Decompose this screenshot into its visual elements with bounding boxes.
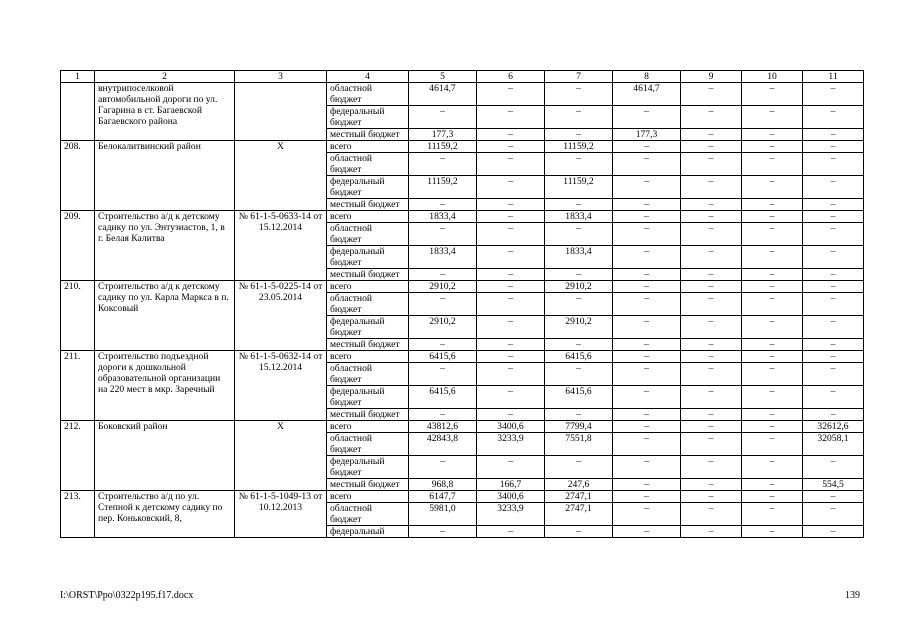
amount-cell: – xyxy=(613,281,681,293)
funding-source: федеральный бюджет xyxy=(327,386,409,409)
amount-cell: – xyxy=(477,199,545,211)
funding-source: всего xyxy=(327,281,409,293)
amount-cell: – xyxy=(742,83,803,106)
amount-cell: – xyxy=(803,339,864,351)
amount-cell: – xyxy=(803,409,864,421)
amount-cell: – xyxy=(409,339,477,351)
amount-cell: – xyxy=(803,269,864,281)
amount-cell: – xyxy=(681,129,742,141)
amount-cell: – xyxy=(681,269,742,281)
column-header-1: 1 xyxy=(61,71,95,83)
funding-source: областной бюджет xyxy=(327,433,409,456)
amount-cell: 32058,1 xyxy=(803,433,864,456)
column-header-7: 7 xyxy=(545,71,613,83)
amount-cell: 3233,9 xyxy=(477,433,545,456)
amount-cell: 3400,6 xyxy=(477,421,545,433)
amount-cell: – xyxy=(409,363,477,386)
amount-cell: 11159,2 xyxy=(409,141,477,153)
amount-cell: – xyxy=(477,526,545,538)
amount-cell: – xyxy=(742,503,803,526)
amount-cell: 42843,8 xyxy=(409,433,477,456)
amount-cell: 2910,2 xyxy=(409,281,477,293)
amount-cell: – xyxy=(545,409,613,421)
table-row xyxy=(61,491,864,503)
amount-cell: – xyxy=(742,223,803,246)
amount-cell: – xyxy=(803,199,864,211)
amount-cell: – xyxy=(477,141,545,153)
amount-cell: – xyxy=(477,269,545,281)
amount-cell: – xyxy=(803,83,864,106)
row-number: 213. xyxy=(61,491,95,538)
table-row xyxy=(61,211,864,223)
amount-cell: – xyxy=(477,386,545,409)
decree-number: № 61-1-5-0633-14 от 15.12.2014 xyxy=(235,211,327,281)
amount-cell: – xyxy=(681,223,742,246)
column-header-5: 5 xyxy=(409,71,477,83)
amount-cell: – xyxy=(545,223,613,246)
decree-number: № 61-1-5-1049-13 от 10.12.2013 xyxy=(235,491,327,538)
amount-cell: – xyxy=(613,269,681,281)
amount-cell: – xyxy=(742,176,803,199)
amount-cell: – xyxy=(477,83,545,106)
amount-cell: – xyxy=(409,526,477,538)
funding-source: местный бюджет xyxy=(327,129,409,141)
amount-cell: – xyxy=(613,339,681,351)
amount-cell: 7799,4 xyxy=(545,421,613,433)
amount-cell: – xyxy=(477,246,545,269)
row-number xyxy=(61,83,95,141)
funding-source: местный бюджет xyxy=(327,409,409,421)
amount-cell: – xyxy=(409,223,477,246)
amount-cell: 6415,6 xyxy=(545,386,613,409)
amount-cell: – xyxy=(742,129,803,141)
amount-cell: – xyxy=(742,409,803,421)
amount-cell: – xyxy=(477,211,545,223)
table-row xyxy=(61,141,864,153)
amount-cell: – xyxy=(681,281,742,293)
amount-cell: – xyxy=(545,526,613,538)
amount-cell: – xyxy=(545,363,613,386)
amount-cell: – xyxy=(477,176,545,199)
amount-cell: – xyxy=(545,339,613,351)
row-number: 212. xyxy=(61,421,95,491)
amount-cell: – xyxy=(613,526,681,538)
amount-cell: – xyxy=(681,456,742,479)
funding-source: областной бюджет xyxy=(327,83,409,106)
amount-cell: – xyxy=(681,176,742,199)
amount-cell: – xyxy=(742,479,803,491)
amount-cell: – xyxy=(803,176,864,199)
amount-cell: 7551,8 xyxy=(545,433,613,456)
amount-cell: – xyxy=(742,106,803,129)
amount-cell: – xyxy=(803,503,864,526)
amount-cell: – xyxy=(613,479,681,491)
amount-cell: – xyxy=(681,199,742,211)
column-header-8: 8 xyxy=(613,71,681,83)
amount-cell: – xyxy=(742,386,803,409)
amount-cell: – xyxy=(681,316,742,339)
amount-cell: – xyxy=(409,153,477,176)
decree-number: X xyxy=(235,421,327,491)
amount-cell: – xyxy=(613,141,681,153)
column-header-11: 11 xyxy=(803,71,864,83)
amount-cell: – xyxy=(681,293,742,316)
amount-cell: – xyxy=(477,351,545,363)
column-number-header xyxy=(61,71,864,83)
funding-source: областной бюджет xyxy=(327,153,409,176)
amount-cell: – xyxy=(477,339,545,351)
amount-cell: – xyxy=(803,141,864,153)
amount-cell: – xyxy=(681,153,742,176)
table-row xyxy=(61,421,864,433)
amount-cell: – xyxy=(477,316,545,339)
object-name: Строительство а/д к детскому садику по ул. Энтузиастов, 1, в г. Белая Калитва xyxy=(95,211,235,281)
budget-table xyxy=(60,70,864,538)
amount-cell: 6415,6 xyxy=(545,351,613,363)
amount-cell: – xyxy=(613,176,681,199)
column-header-9: 9 xyxy=(681,71,742,83)
row-number: 211. xyxy=(61,351,95,421)
funding-source: федеральный бюджет xyxy=(327,106,409,129)
amount-cell: – xyxy=(742,339,803,351)
amount-cell: – xyxy=(477,293,545,316)
amount-cell: 166,7 xyxy=(477,479,545,491)
amount-cell: – xyxy=(803,106,864,129)
funding-source: всего xyxy=(327,141,409,153)
amount-cell: – xyxy=(545,269,613,281)
amount-cell: – xyxy=(742,281,803,293)
amount-cell: – xyxy=(742,293,803,316)
amount-cell: 4614,7 xyxy=(409,83,477,106)
amount-cell: – xyxy=(742,491,803,503)
amount-cell: – xyxy=(742,141,803,153)
amount-cell: 968,8 xyxy=(409,479,477,491)
amount-cell: – xyxy=(613,421,681,433)
amount-cell: – xyxy=(681,433,742,456)
amount-cell: 6415,6 xyxy=(409,351,477,363)
amount-cell: – xyxy=(742,526,803,538)
amount-cell: – xyxy=(477,106,545,129)
amount-cell: – xyxy=(681,339,742,351)
amount-cell: 1833,4 xyxy=(545,246,613,269)
funding-source: всего xyxy=(327,211,409,223)
amount-cell: 6415,6 xyxy=(409,386,477,409)
amount-cell: 2910,2 xyxy=(409,316,477,339)
decree-number xyxy=(235,83,327,141)
amount-cell: – xyxy=(613,433,681,456)
amount-cell: – xyxy=(613,503,681,526)
amount-cell: – xyxy=(613,363,681,386)
table-row xyxy=(61,83,864,106)
amount-cell: 2747,1 xyxy=(545,503,613,526)
amount-cell: – xyxy=(803,316,864,339)
amount-cell: – xyxy=(681,141,742,153)
amount-cell: – xyxy=(613,491,681,503)
amount-cell: 2910,2 xyxy=(545,281,613,293)
amount-cell: – xyxy=(681,491,742,503)
amount-cell: 2747,1 xyxy=(545,491,613,503)
amount-cell: 177,3 xyxy=(409,129,477,141)
amount-cell: – xyxy=(613,409,681,421)
decree-number: № 61-1-5-0632-14 от 15.12.2014 xyxy=(235,351,327,421)
amount-cell: – xyxy=(409,106,477,129)
amount-cell: 43812,6 xyxy=(409,421,477,433)
amount-cell: – xyxy=(477,409,545,421)
amount-cell: – xyxy=(742,211,803,223)
amount-cell: – xyxy=(477,223,545,246)
amount-cell: – xyxy=(545,129,613,141)
funding-source: областной бюджет xyxy=(327,293,409,316)
object-name: внутрипоселковой автомобильной дороги по ул. Гагарина в ст. Багаевской Багаевского района xyxy=(95,83,235,141)
funding-source: всего xyxy=(327,351,409,363)
footer-file-path: I:\ORST\Ppo\0322p195.f17.docx xyxy=(60,590,194,601)
amount-cell: 5981,0 xyxy=(409,503,477,526)
amount-cell: – xyxy=(409,269,477,281)
amount-cell: – xyxy=(477,281,545,293)
amount-cell: 1833,4 xyxy=(409,246,477,269)
funding-source: федеральный бюджет xyxy=(327,176,409,199)
amount-cell: – xyxy=(803,211,864,223)
amount-cell: – xyxy=(742,316,803,339)
amount-cell: – xyxy=(803,293,864,316)
amount-cell: – xyxy=(681,526,742,538)
amount-cell: – xyxy=(613,293,681,316)
amount-cell: – xyxy=(742,199,803,211)
funding-source: всего xyxy=(327,421,409,433)
amount-cell: – xyxy=(803,351,864,363)
amount-cell: 11159,2 xyxy=(409,176,477,199)
amount-cell: – xyxy=(477,153,545,176)
funding-source: федеральный бюджет xyxy=(327,316,409,339)
decree-number: № 61-1-5-0225-14 от 23.05.2014 xyxy=(235,281,327,351)
amount-cell: – xyxy=(742,433,803,456)
amount-cell: – xyxy=(681,246,742,269)
funding-source: областной бюджет xyxy=(327,223,409,246)
object-name: Строительство подъездной дороги к дошкольной образовательной организации на 220 мест в мкр. Заречный xyxy=(95,351,235,421)
amount-cell: – xyxy=(681,106,742,129)
amount-cell: – xyxy=(742,269,803,281)
funding-source: федеральный xyxy=(327,526,409,538)
amount-cell: – xyxy=(742,246,803,269)
amount-cell: – xyxy=(613,199,681,211)
amount-cell: 11159,2 xyxy=(545,176,613,199)
amount-cell: – xyxy=(681,363,742,386)
amount-cell: – xyxy=(803,153,864,176)
page-number: 139 xyxy=(845,590,860,601)
amount-cell: – xyxy=(681,351,742,363)
funding-source: местный бюджет xyxy=(327,339,409,351)
amount-cell: – xyxy=(803,223,864,246)
amount-cell: – xyxy=(803,386,864,409)
amount-cell: – xyxy=(477,129,545,141)
amount-cell: – xyxy=(477,456,545,479)
amount-cell: – xyxy=(613,351,681,363)
amount-cell: – xyxy=(545,293,613,316)
amount-cell: – xyxy=(803,246,864,269)
amount-cell: – xyxy=(681,386,742,409)
funding-source: областной бюджет xyxy=(327,363,409,386)
amount-cell: – xyxy=(613,386,681,409)
row-number: 210. xyxy=(61,281,95,351)
amount-cell: 11159,2 xyxy=(545,141,613,153)
funding-source: местный бюджет xyxy=(327,199,409,211)
amount-cell: 247,6 xyxy=(545,479,613,491)
object-name: Строительство а/д к детскому садику по ул. Карла Маркса в п. Коксовый xyxy=(95,281,235,351)
amount-cell: – xyxy=(742,421,803,433)
amount-cell: 2910,2 xyxy=(545,316,613,339)
amount-cell: 3233,9 xyxy=(477,503,545,526)
table-row xyxy=(61,351,864,363)
amount-cell: 6147,7 xyxy=(409,491,477,503)
amount-cell: – xyxy=(613,456,681,479)
amount-cell: – xyxy=(613,106,681,129)
amount-cell: 4614,7 xyxy=(613,83,681,106)
amount-cell: – xyxy=(742,363,803,386)
amount-cell: 554,5 xyxy=(803,479,864,491)
object-name: Боковский район xyxy=(95,421,235,491)
amount-cell: – xyxy=(613,223,681,246)
amount-cell: – xyxy=(803,456,864,479)
amount-cell: – xyxy=(613,153,681,176)
amount-cell: – xyxy=(681,503,742,526)
amount-cell: – xyxy=(681,479,742,491)
amount-cell: – xyxy=(409,409,477,421)
funding-source: местный бюджет xyxy=(327,479,409,491)
table-row xyxy=(61,281,864,293)
amount-cell: – xyxy=(545,199,613,211)
amount-cell: – xyxy=(681,421,742,433)
amount-cell: – xyxy=(803,129,864,141)
amount-cell: – xyxy=(545,106,613,129)
amount-cell: 1833,4 xyxy=(545,211,613,223)
amount-cell: – xyxy=(803,281,864,293)
object-name: Белокалитвинский район xyxy=(95,141,235,211)
amount-cell: – xyxy=(613,211,681,223)
amount-cell: – xyxy=(613,316,681,339)
amount-cell: – xyxy=(409,293,477,316)
amount-cell: 1833,4 xyxy=(409,211,477,223)
amount-cell: – xyxy=(742,456,803,479)
amount-cell: 177,3 xyxy=(613,129,681,141)
amount-cell: – xyxy=(545,83,613,106)
amount-cell: – xyxy=(477,363,545,386)
amount-cell: 3400,6 xyxy=(477,491,545,503)
amount-cell: – xyxy=(545,153,613,176)
funding-source: всего xyxy=(327,491,409,503)
row-number: 208. xyxy=(61,141,95,211)
amount-cell: – xyxy=(742,153,803,176)
funding-source: федеральный бюджет xyxy=(327,456,409,479)
column-header-4: 4 xyxy=(327,71,409,83)
amount-cell: 32612,6 xyxy=(803,421,864,433)
decree-number: X xyxy=(235,141,327,211)
amount-cell: – xyxy=(803,526,864,538)
amount-cell: – xyxy=(681,409,742,421)
amount-cell: – xyxy=(545,456,613,479)
amount-cell: – xyxy=(803,491,864,503)
amount-cell: – xyxy=(409,456,477,479)
column-header-2: 2 xyxy=(95,71,235,83)
amount-cell: – xyxy=(681,211,742,223)
object-name: Строительство а/д по ул. Степной к детскому садику по пер. Коньковский, 8, xyxy=(95,491,235,538)
funding-source: федеральный бюджет xyxy=(327,246,409,269)
column-header-6: 6 xyxy=(477,71,545,83)
amount-cell: – xyxy=(681,83,742,106)
funding-source: местный бюджет xyxy=(327,269,409,281)
column-header-10: 10 xyxy=(742,71,803,83)
column-header-3: 3 xyxy=(235,71,327,83)
amount-cell: – xyxy=(409,199,477,211)
amount-cell: – xyxy=(613,246,681,269)
amount-cell: – xyxy=(742,351,803,363)
amount-cell: – xyxy=(803,363,864,386)
row-number: 209. xyxy=(61,211,95,281)
funding-source: областной бюджет xyxy=(327,503,409,526)
